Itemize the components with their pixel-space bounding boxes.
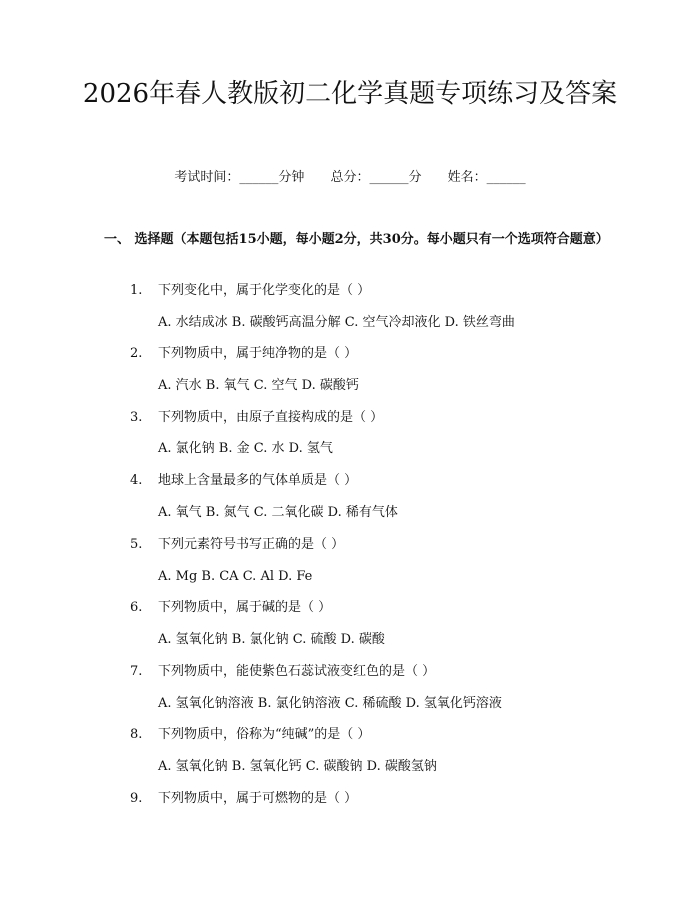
question-6-options: A. 氢氧化钠 B. 氯化钠 C. 硫酸 D. 碳酸 (158, 632, 385, 647)
question-text: 下列物质中，能使紫色石蕊试液变红色的是（ ） (158, 664, 436, 679)
question-3-options: A. 氯化钠 B. 金 C. 水 D. 氢气 (158, 441, 333, 456)
question-text: 下列元素符号书写正确的是（ ） (158, 537, 345, 552)
section-heading: 一、 选择题（本题包括15小题，每小题2分，共30分。每小题只有一个选项符合题意） (104, 232, 609, 247)
question-text: 下列物质中，属于碱的是（ ） (158, 600, 332, 615)
question-text: 下列物质中，由原子直接构成的是（ ） (158, 410, 384, 425)
question-number: 6. (130, 600, 143, 615)
question-2 (130, 345, 357, 363)
question-8 (130, 726, 370, 744)
question-number: 7. (130, 664, 143, 679)
question-8-options: A. 氢氧化钠 B. 氢氧化钙 C. 碳酸钠 D. 碳酸氢钠 (158, 759, 437, 774)
question-number: 4. (130, 473, 143, 488)
question-text: 地球上含量最多的气体单质是（ ） (158, 473, 358, 488)
question-3 (130, 409, 383, 427)
question-text: 下列物质中，属于纯净物的是（ ） (158, 346, 358, 361)
question-4-options: A. 氧气 B. 氮气 C. 二氧化碳 D. 稀有气体 (158, 505, 398, 520)
question-7 (130, 663, 435, 681)
question-4 (130, 472, 357, 490)
question-2-options: A. 汽水 B. 氧气 C. 空气 D. 碳酸钙 (158, 378, 359, 393)
document-title: 2026年春人教版初二化学真题专项练习及答案 (82, 79, 618, 109)
question-text: 下列物质中，俗称为“纯碱”的是（ ） (158, 727, 371, 742)
question-number: 1. (130, 283, 143, 298)
question-number: 5. (130, 537, 143, 552)
question-9 (130, 790, 357, 808)
question-5-options: A. Mg B. CA C. Al D. Fe (158, 569, 313, 584)
question-1-options: A. 水结成冰 B. 碳酸钙高温分解 C. 空气冷却液化 D. 铁丝弯曲 (158, 315, 515, 330)
exam-info-line (0, 168, 700, 188)
question-5 (130, 536, 344, 554)
student-name-field: 姓名：______ (447, 170, 526, 185)
question-text: 下列物质中，属于可燃物的是（ ） (158, 791, 358, 806)
exam-time-field: 考试时间：______分钟 (174, 170, 305, 185)
question-1 (130, 282, 370, 300)
question-number: 8. (130, 727, 143, 742)
question-6 (130, 599, 331, 617)
question-number: 9. (130, 791, 143, 806)
total-score-field: 总分：______分 (330, 170, 422, 185)
question-number: 3. (130, 410, 143, 425)
question-7-options: A. 氢氧化钠溶液 B. 氯化钠溶液 C. 稀硫酸 D. 氢氧化钙溶液 (158, 696, 502, 711)
question-number: 2. (130, 346, 143, 361)
question-text: 下列变化中，属于化学变化的是（ ） (158, 283, 371, 298)
